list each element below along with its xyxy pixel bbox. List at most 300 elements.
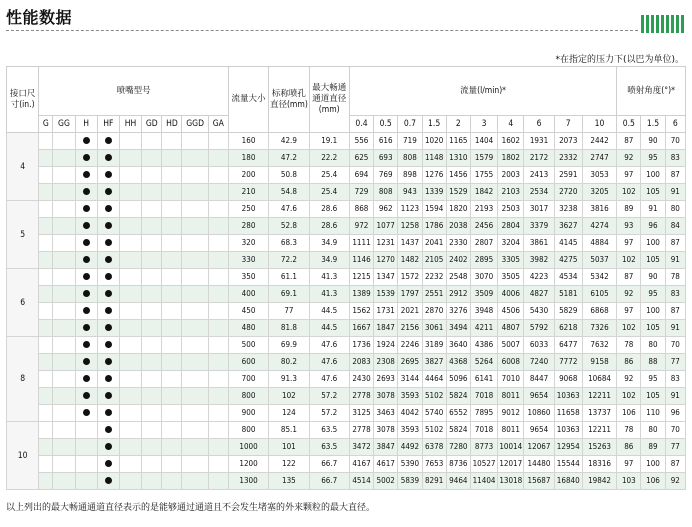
nozzle-type-cell — [53, 354, 75, 371]
flow-cell: 1786 — [422, 218, 446, 235]
pressure-note: *在指定的压力下(以巴为单位)。 — [555, 55, 684, 65]
nozzle-type-cell — [162, 354, 182, 371]
flow-cell: 2912 — [446, 286, 470, 303]
nozzle-type-cell — [75, 439, 97, 456]
nozzle-type-cell — [39, 337, 53, 354]
nozzle-type-cell — [119, 303, 141, 320]
flow-cell: 2695 — [398, 354, 422, 371]
orifice-cell: 81.8 — [269, 320, 309, 337]
angle-cell: 83 — [665, 286, 685, 303]
orifice-cell: 80.2 — [269, 354, 309, 371]
angle-cell: 86 — [617, 354, 641, 371]
flow-cell: 10684 — [582, 371, 616, 388]
availability-dot-icon — [83, 205, 90, 212]
nozzle-type-cell — [97, 354, 119, 371]
flow-cell: 5430 — [524, 303, 554, 320]
nozzle-type-cell — [75, 235, 97, 252]
table-row — [7, 201, 686, 218]
flow-cell: 3053 — [582, 167, 616, 184]
table-row — [7, 405, 686, 422]
angle-cell: 83 — [665, 150, 685, 167]
nozzle-type-cell — [75, 320, 97, 337]
flow-cell: 2156 — [398, 320, 422, 337]
table-row — [7, 252, 686, 269]
nozzle-type-cell — [142, 388, 162, 405]
header-capacity: 流量大小 — [228, 67, 268, 133]
table-row — [7, 269, 686, 286]
flow-cell: 3276 — [446, 303, 470, 320]
nozzle-type-cell — [53, 201, 75, 218]
angle-cell: 86 — [617, 439, 641, 456]
flow-cell: 6008 — [498, 354, 524, 371]
availability-dot-icon — [105, 273, 112, 280]
flow-cell: 5824 — [446, 422, 470, 439]
free-passage-cell: 63.5 — [309, 422, 349, 439]
flow-cell: 2193 — [470, 201, 497, 218]
nozzle-type-cell — [97, 133, 119, 150]
angle-cell: 91 — [665, 320, 685, 337]
angle-cell: 77 — [665, 354, 685, 371]
nozzle-type-cell — [182, 371, 208, 388]
nozzle-type-cell — [53, 422, 75, 439]
nozzle-type-cell — [39, 354, 53, 371]
capacity-cell: 480 — [228, 320, 268, 337]
flow-cell: 2747 — [582, 150, 616, 167]
nozzle-type-cell — [53, 269, 75, 286]
capacity-cell: 800 — [228, 422, 268, 439]
angle-cell: 105 — [641, 252, 665, 269]
nozzle-type-cell — [75, 405, 97, 422]
flow-cell: 1482 — [398, 252, 422, 269]
availability-dot-icon — [105, 222, 112, 229]
nozzle-type-cell — [119, 167, 141, 184]
flow-cell: 3463 — [374, 405, 398, 422]
nozzle-type-cell — [119, 354, 141, 371]
angle-cell: 83 — [665, 371, 685, 388]
angle-cell: 87 — [617, 133, 641, 150]
flow-cell: 2103 — [498, 184, 524, 201]
flow-cell: 2534 — [524, 184, 554, 201]
flow-cell: 5264 — [470, 354, 497, 371]
angle-cell: 91 — [665, 252, 685, 269]
flow-cell: 3948 — [470, 303, 497, 320]
flow-cell: 1404 — [470, 133, 497, 150]
flow-cell: 3593 — [398, 422, 422, 439]
flow-cell: 19842 — [582, 473, 616, 490]
table-row — [7, 184, 686, 201]
flow-cell: 10527 — [470, 456, 497, 473]
orifice-cell: 122 — [269, 456, 309, 473]
flow-cell: 1123 — [398, 201, 422, 218]
orifice-cell: 85.1 — [269, 422, 309, 439]
capacity-cell: 200 — [228, 167, 268, 184]
nozzle-type-cell — [97, 371, 119, 388]
flow-cell: 4534 — [554, 269, 582, 286]
availability-dot-icon — [83, 273, 90, 280]
flow-cell: 2591 — [554, 167, 582, 184]
flow-cell: 2332 — [554, 150, 582, 167]
angle-cell: 100 — [641, 235, 665, 252]
free-passage-cell: 34.9 — [309, 235, 349, 252]
nozzle-type-cell — [97, 269, 119, 286]
nozzle-type-cell — [53, 439, 75, 456]
nozzle-type-cell — [182, 456, 208, 473]
flow-pressure-header: 3 — [470, 116, 497, 133]
availability-dot-icon — [83, 324, 90, 331]
nozzle-type-cell — [142, 184, 162, 201]
angle-cell: 77 — [665, 439, 685, 456]
nozzle-type-cell — [142, 456, 162, 473]
nozzle-type-cell — [142, 252, 162, 269]
orifice-cell: 72.2 — [269, 252, 309, 269]
nozzle-type-cell — [119, 235, 141, 252]
flow-cell: 4223 — [524, 269, 554, 286]
flow-cell: 6141 — [470, 371, 497, 388]
inlet-size-cell: 5 — [7, 201, 39, 269]
orifice-cell: 54.8 — [269, 184, 309, 201]
capacity-cell: 250 — [228, 201, 268, 218]
flow-cell: 4464 — [422, 371, 446, 388]
flow-cell: 5740 — [422, 405, 446, 422]
flow-cell: 12211 — [582, 388, 616, 405]
nozzle-type-cell — [39, 439, 53, 456]
angle-cell: 91 — [641, 201, 665, 218]
nozzle-type-cell — [182, 184, 208, 201]
nozzle-type-cell — [162, 337, 182, 354]
nozzle-type-cell — [208, 371, 228, 388]
flow-cell: 1924 — [374, 337, 398, 354]
nozzle-type-cell — [119, 337, 141, 354]
flow-cell: 2503 — [498, 201, 524, 218]
angle-cell: 95 — [641, 150, 665, 167]
angle-cell: 95 — [641, 286, 665, 303]
nozzle-type-cell — [142, 303, 162, 320]
availability-dot-icon — [83, 307, 90, 314]
nozzle-type-cell — [39, 269, 53, 286]
flow-cell: 5002 — [374, 473, 398, 490]
flow-cell: 8447 — [524, 371, 554, 388]
inlet-size-cell: 6 — [7, 269, 39, 337]
flow-cell: 3494 — [446, 320, 470, 337]
nozzle-type-cell — [142, 269, 162, 286]
nozzle-type-cell — [97, 235, 119, 252]
flow-cell: 6378 — [422, 439, 446, 456]
flow-cell: 8736 — [446, 456, 470, 473]
nozzle-type-cell — [75, 167, 97, 184]
nozzle-type-cell — [53, 184, 75, 201]
flow-cell: 2548 — [446, 269, 470, 286]
angle-cell: 90 — [641, 133, 665, 150]
flow-cell: 625 — [349, 150, 373, 167]
nozzle-type-cell — [75, 201, 97, 218]
table-row — [7, 218, 686, 235]
nozzle-type-cell — [97, 456, 119, 473]
nozzle-type-cell — [119, 388, 141, 405]
nozzle-type-cell — [162, 201, 182, 218]
flow-cell: 943 — [398, 184, 422, 201]
nozzle-type-cell — [119, 320, 141, 337]
flow-cell: 5839 — [398, 473, 422, 490]
flow-cell: 2041 — [422, 235, 446, 252]
angle-cell: 102 — [617, 320, 641, 337]
flow-cell: 7632 — [582, 337, 616, 354]
angle-cell: 92 — [665, 473, 685, 490]
nozzle-type-cell — [53, 218, 75, 235]
nozzle-type-cell — [119, 286, 141, 303]
nozzle-type-cell — [39, 456, 53, 473]
flow-cell: 9654 — [524, 422, 554, 439]
nozzle-type-cell — [162, 388, 182, 405]
angle-cell: 100 — [641, 167, 665, 184]
availability-dot-icon — [83, 154, 90, 161]
angle-cell: 105 — [641, 184, 665, 201]
footnote: 以上列出的最大畅通通道直径表示的是能够通过通道且不会发生堵塞的外来颗粒的最大直径。 — [6, 503, 376, 513]
nozzle-type-cell — [75, 150, 97, 167]
flow-cell: 7010 — [498, 371, 524, 388]
capacity-cell: 700 — [228, 371, 268, 388]
angle-pressure-header: 0.5 — [617, 116, 641, 133]
flow-cell: 1736 — [349, 337, 373, 354]
nozzle-type-cell — [53, 337, 75, 354]
flow-cell: 1146 — [349, 252, 373, 269]
flow-cell: 1731 — [374, 303, 398, 320]
angle-cell: 84 — [665, 218, 685, 235]
flow-cell: 14480 — [524, 456, 554, 473]
flow-cell: 15687 — [524, 473, 554, 490]
nozzle-type-cell — [75, 354, 97, 371]
free-passage-cell: 66.7 — [309, 456, 349, 473]
flow-cell: 972 — [349, 218, 373, 235]
flow-cell: 3861 — [524, 235, 554, 252]
header-nozzle: 喷嘴型号 — [39, 67, 229, 116]
flow-cell: 6033 — [524, 337, 554, 354]
flow-cell: 2807 — [470, 235, 497, 252]
flow-cell: 4514 — [349, 473, 373, 490]
flow-cell: 2105 — [422, 252, 446, 269]
performance-table — [6, 66, 686, 490]
table-row — [7, 286, 686, 303]
flow-cell: 1529 — [446, 184, 470, 201]
nozzle-type-cell — [119, 252, 141, 269]
free-passage-cell: 57.2 — [309, 388, 349, 405]
flow-cell: 808 — [398, 150, 422, 167]
angle-cell: 105 — [641, 320, 665, 337]
nozzle-type-cell — [182, 269, 208, 286]
flow-cell: 694 — [349, 167, 373, 184]
angle-cell: 80 — [641, 422, 665, 439]
flow-cell: 2083 — [349, 354, 373, 371]
flow-cell: 7018 — [470, 422, 497, 439]
nozzle-type-cell — [208, 269, 228, 286]
flow-cell: 3017 — [524, 201, 554, 218]
free-passage-cell: 19.1 — [309, 133, 349, 150]
table-row — [7, 422, 686, 439]
flow-cell: 2003 — [498, 167, 524, 184]
nozzle-type-cell — [208, 150, 228, 167]
orifice-cell: 52.8 — [269, 218, 309, 235]
flow-cell: 9012 — [498, 405, 524, 422]
table-body — [7, 133, 686, 490]
nozzle-type-ggd: GGD — [182, 116, 208, 133]
flow-cell: 1797 — [398, 286, 422, 303]
nozzle-type-cell — [39, 218, 53, 235]
free-passage-cell: 47.6 — [309, 371, 349, 388]
capacity-cell: 800 — [228, 388, 268, 405]
availability-dot-icon — [83, 188, 90, 195]
free-passage-cell: 44.5 — [309, 320, 349, 337]
flow-cell: 6552 — [446, 405, 470, 422]
flow-cell: 1165 — [446, 133, 470, 150]
nozzle-type-cell — [162, 235, 182, 252]
flow-cell: 4145 — [554, 235, 582, 252]
flow-cell: 4275 — [554, 252, 582, 269]
flow-cell: 898 — [398, 167, 422, 184]
nozzle-type-cell — [97, 473, 119, 490]
nozzle-type-cell — [162, 473, 182, 490]
table-row — [7, 320, 686, 337]
table-row — [7, 337, 686, 354]
angle-cell: 105 — [641, 388, 665, 405]
angle-cell: 93 — [617, 218, 641, 235]
free-passage-cell: 28.6 — [309, 218, 349, 235]
flow-cell: 3627 — [554, 218, 582, 235]
flow-cell: 1270 — [374, 252, 398, 269]
nozzle-type-cell — [142, 337, 162, 354]
flow-cell: 7653 — [422, 456, 446, 473]
nozzle-type-cell — [53, 150, 75, 167]
nozzle-type-cell — [39, 252, 53, 269]
angle-cell: 70 — [665, 422, 685, 439]
nozzle-type-cell — [119, 269, 141, 286]
nozzle-type-cell — [97, 388, 119, 405]
flow-cell: 1802 — [498, 150, 524, 167]
nozzle-type-cell — [119, 150, 141, 167]
angle-cell: 96 — [665, 405, 685, 422]
flow-cell: 10860 — [524, 405, 554, 422]
angle-cell: 106 — [641, 473, 665, 490]
nozzle-type-cell — [97, 439, 119, 456]
flow-cell: 1077 — [374, 218, 398, 235]
flow-cell: 556 — [349, 133, 373, 150]
flow-cell: 5096 — [446, 371, 470, 388]
capacity-cell: 1300 — [228, 473, 268, 490]
flow-cell: 7240 — [524, 354, 554, 371]
nozzle-type-cell — [182, 422, 208, 439]
availability-dot-icon — [83, 358, 90, 365]
flow-cell: 3078 — [374, 388, 398, 405]
flow-cell: 11658 — [554, 405, 582, 422]
nozzle-type-cell — [75, 337, 97, 354]
angle-cell: 87 — [665, 303, 685, 320]
nozzle-type-cell — [162, 320, 182, 337]
header-free-passage: 最大畅通通道直径(mm) — [309, 67, 349, 133]
nozzle-type-cell — [97, 252, 119, 269]
capacity-cell: 1200 — [228, 456, 268, 473]
nozzle-type-cell — [162, 439, 182, 456]
nozzle-type-cell — [53, 320, 75, 337]
flow-cell: 5037 — [582, 252, 616, 269]
nozzle-type-cell — [97, 320, 119, 337]
angle-cell: 87 — [665, 235, 685, 252]
angle-cell: 100 — [641, 303, 665, 320]
flow-cell: 3238 — [554, 201, 582, 218]
angle-cell: 80 — [665, 201, 685, 218]
nozzle-type-cell — [162, 184, 182, 201]
nozzle-type-cell — [208, 303, 228, 320]
flow-cell: 719 — [398, 133, 422, 150]
nozzle-type-cell — [53, 235, 75, 252]
nozzle-type-cell — [39, 320, 53, 337]
orifice-cell: 69.1 — [269, 286, 309, 303]
flow-cell: 3816 — [582, 201, 616, 218]
availability-dot-icon — [83, 137, 90, 144]
angle-cell: 102 — [617, 252, 641, 269]
angle-cell: 97 — [617, 456, 641, 473]
flow-cell: 3125 — [349, 405, 373, 422]
free-passage-cell: 25.4 — [309, 184, 349, 201]
capacity-cell: 320 — [228, 235, 268, 252]
availability-dot-icon — [105, 137, 112, 144]
nozzle-type-cell — [39, 422, 53, 439]
flow-cell: 3379 — [524, 218, 554, 235]
nozzle-type-cell — [208, 235, 228, 252]
nozzle-type-cell — [53, 133, 75, 150]
nozzle-type-cell — [142, 320, 162, 337]
angle-cell: 110 — [641, 405, 665, 422]
orifice-cell: 50.8 — [269, 167, 309, 184]
flow-pressure-header: 0.7 — [398, 116, 422, 133]
nozzle-type-cell — [162, 150, 182, 167]
flow-cell: 3982 — [524, 252, 554, 269]
nozzle-type-cell — [75, 252, 97, 269]
flow-cell: 729 — [349, 184, 373, 201]
angle-cell: 91 — [665, 184, 685, 201]
flow-cell: 3472 — [349, 439, 373, 456]
nozzle-type-gd: GD — [142, 116, 162, 133]
flow-cell: 1602 — [498, 133, 524, 150]
flow-cell: 3847 — [374, 439, 398, 456]
flow-cell: 11404 — [470, 473, 497, 490]
free-passage-cell: 22.2 — [309, 150, 349, 167]
nozzle-type-cell — [142, 422, 162, 439]
availability-dot-icon — [105, 477, 112, 484]
nozzle-type-cell — [162, 218, 182, 235]
availability-dot-icon — [83, 290, 90, 297]
flow-cell: 4368 — [446, 354, 470, 371]
flow-cell: 3640 — [446, 337, 470, 354]
flow-cell: 15544 — [554, 456, 582, 473]
nozzle-type-cell — [53, 303, 75, 320]
flow-pressure-header: 10 — [582, 116, 616, 133]
flow-cell: 868 — [349, 201, 373, 218]
flow-cell: 2413 — [524, 167, 554, 184]
nozzle-type-cell — [39, 473, 53, 490]
nozzle-type-cell — [53, 388, 75, 405]
flow-cell: 6868 — [582, 303, 616, 320]
flow-cell: 1539 — [374, 286, 398, 303]
angle-cell: 88 — [641, 354, 665, 371]
flow-cell: 3827 — [422, 354, 446, 371]
free-passage-cell: 34.9 — [309, 252, 349, 269]
nozzle-type-cell — [182, 201, 208, 218]
flow-cell: 6218 — [554, 320, 582, 337]
nozzle-type-cell — [208, 456, 228, 473]
orifice-cell: 77 — [269, 303, 309, 320]
flow-cell: 4617 — [374, 456, 398, 473]
availability-dot-icon — [83, 256, 90, 263]
flow-cell: 1755 — [470, 167, 497, 184]
free-passage-cell: 41.3 — [309, 286, 349, 303]
